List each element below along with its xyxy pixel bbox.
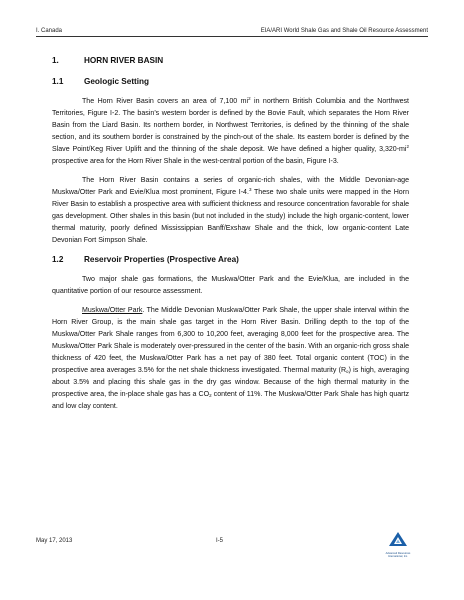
subsection-number: 1.1 — [52, 77, 64, 86]
header-right: EIA/ARI World Shale Gas and Shale Oil Resource Assessment — [260, 28, 428, 34]
subsection-heading-geologic — [52, 77, 409, 87]
subsection-title: Geologic Setting — [84, 77, 150, 86]
section-number: 1. — [52, 56, 59, 65]
header-left: I. Canada — [36, 28, 63, 34]
subsection-heading-reservoir — [52, 255, 409, 265]
section-title: HORN RIVER BASIN — [84, 56, 164, 65]
paragraph-shale-series: The Horn River Basin contains a series of organic-rich shales, with the Middle Devonian-age Muskwa/Otter Park and Evie/Klua most prominent, Figure I-4.$^3$ These two shale units were mapped in the Horn River Basin to establish a prospective area with sufficient thickness and resource concentration favorable for shale gas development. Other shales in this basin (but not included in the study) include the high organic-content, lower thermal maturity, poorly defined Mississippian Banff/Exshaw Shale and the thick, low organic-content Late Devonian Fort Simpson Shale. — [52, 177, 409, 244]
paragraph-formations: Two major shale gas formations, the Muskwa/Otter Park and the Evie/Klua, are included in the quantitative portion of our resource assessment. — [52, 276, 409, 295]
muskwa-lead: Muskwa/Otter Park — [82, 307, 143, 314]
company-logo — [384, 532, 412, 558]
page-number: I-5 — [216, 538, 224, 544]
subsection-number: 1.2 — [52, 255, 64, 264]
triangle-logo-icon — [389, 532, 407, 546]
footer-date: May 17, 2013 — [36, 538, 73, 544]
paragraph-basin-area: The Horn River Basin covers an area of 7,100 $mi^2$ in northern British Columbia and the Northwest Territories, Figure I-2. The basin’s western border is defined by the Bovie Fault, which separates the Horn River Basin from the Liard Basin. Its northern border, in Northwest Territories, is defined by the thinning of the shale section, and its southern border is constrained by the pinch-out of the shale. Its eastern border is defined by the Slave Point/Keg River Uplift and the thinning of the shale deposit. We have defined a higher quality, $3,320-mi^2$ prospective area for the Horn River Shale in the west-central portion of the basin, Figure I-3. — [52, 96, 409, 165]
subsection-title: Reservoir Properties (Prospective Area) — [84, 255, 239, 264]
paragraph-muskwa: Muskwa/Otter Park. The Middle Devonian Muskwa/Otter Park Shale, the upper shale interval within the Horn River Group, is the main shale gas target in the Horn River Basin. Drilling depth to the top of the Muskwa/Otter Park Shale ranges from 6,300 to 10,200 feet, averaging 8,000 feet for the prospective area. The Muskwa/Otter Park Shale is moderately over-pressured in the center of the basin. With an organic-rich gross shale thickness of 420 feet, the Muskwa/Otter Park has a net pay of 380 feet. Total organic content (TOC) in the prospective area averages 3.5% for the net shale thickness investigated. Thermal maturity $(R_o)$ is high, averaging about 3.5% and placing this shale gas in the dry gas window. Because of the high thermal maturity in the prospective area, the in-place shale gas has a $CO_2$ content of 11%. The Muskwa/Otter Park Shale has high quartz and low clay content. — [52, 307, 410, 410]
logo-text: Advanced Resources International, Inc. — [385, 552, 411, 558]
page-header — [36, 28, 428, 37]
document-body — [52, 50, 409, 420]
section-heading — [52, 56, 409, 66]
